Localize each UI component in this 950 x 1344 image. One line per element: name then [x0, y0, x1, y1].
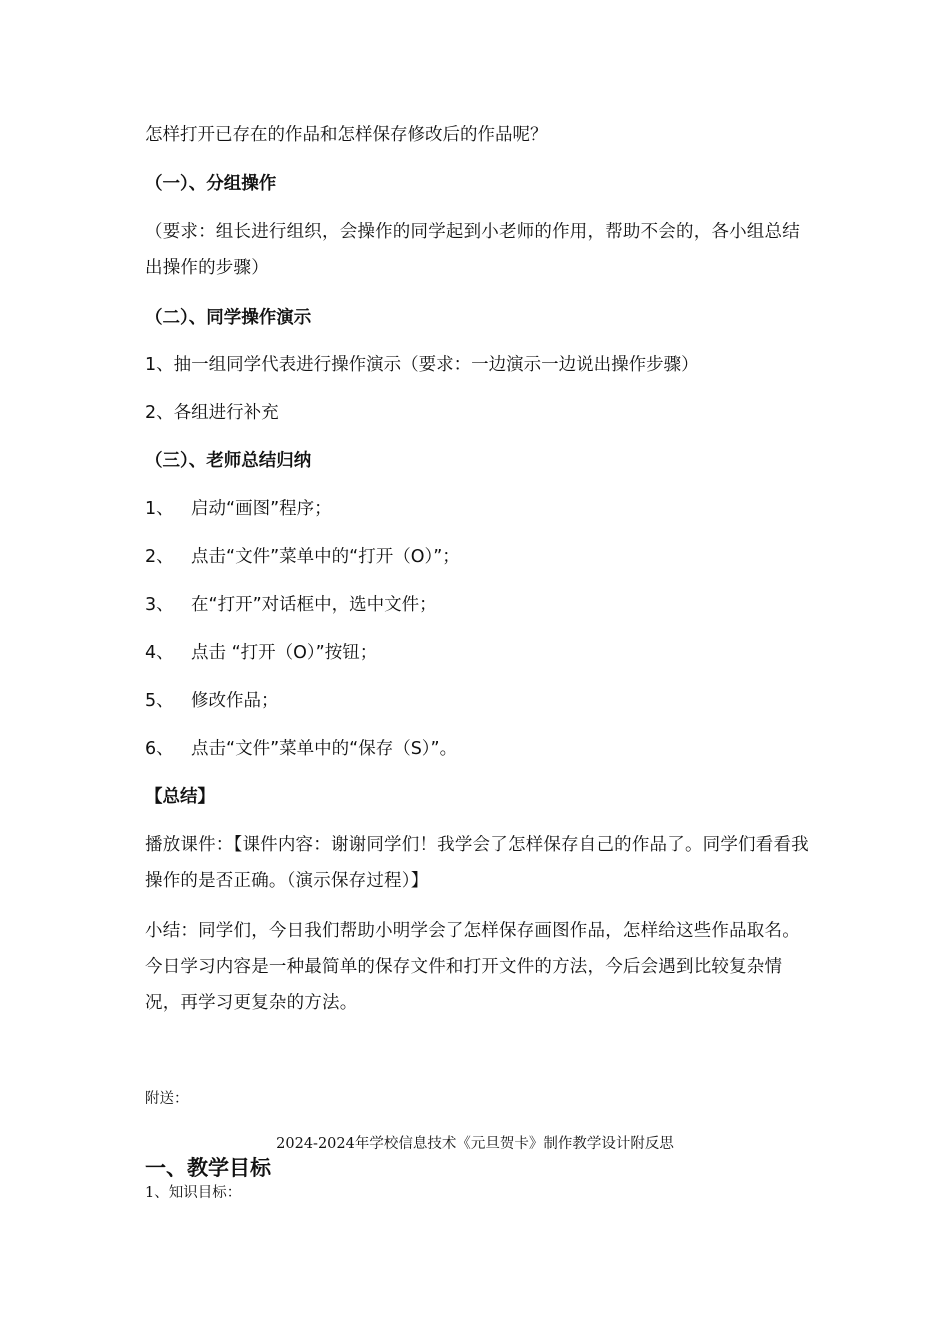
- step-number: 3、: [145, 595, 174, 615]
- step-item: [145, 684, 815, 718]
- step-number: 4、: [145, 643, 174, 663]
- appendix-label: 附送：: [145, 1091, 189, 1107]
- summary-heading: 【总结】: [145, 787, 215, 807]
- section1-text: （要求：组长进行组织，会操作的同学起到小老师的作用，帮助不会的，各小组总结出操作的步骤）: [145, 222, 800, 278]
- step-item: [145, 492, 815, 526]
- step-text: 修改作品；: [191, 691, 279, 711]
- appendix-heading: 一、教学目标: [145, 1156, 271, 1180]
- step-item: [145, 588, 815, 622]
- step-number: 5、: [145, 691, 174, 711]
- step-item: [145, 540, 815, 574]
- step-text: 点击“文件”菜单中的“保存（S）”。: [191, 739, 458, 759]
- appendix-first-item: 1、知识目标：: [145, 1185, 242, 1201]
- appendix-doc-title: 2024-2024年学校信息技术《元旦贺卡》制作教学设计附反思: [276, 1136, 674, 1152]
- step-number: 1、: [145, 499, 174, 519]
- section3-heading: （三）、老师总结归纳: [145, 451, 312, 471]
- step-text: 启动“画图”程序；: [191, 499, 332, 519]
- step-text: 在“打开”对话框中，选中文件；: [191, 595, 437, 615]
- step-text: 点击“文件”菜单中的“打开（O）”；: [191, 547, 460, 567]
- intro-question: 怎样打开已存在的作品和怎样保存修改后的作品呢？: [145, 125, 548, 145]
- section1-heading: （一）、分组操作: [145, 174, 277, 194]
- summary-conclusion: 小结：同学们，今日我们帮助小明学会了怎样保存画图作品，怎样给这些作品取名。今日学习内容是一种最简单的保存文件和打开文件的方法，今后会遇到比较复杂情况，再学习更复杂的方法。: [145, 921, 800, 1013]
- step-number: 2、: [145, 547, 174, 567]
- section2-item: 1、抽一组同学代表进行操作演示（要求：一边演示一边说出操作步骤）: [145, 355, 699, 375]
- step-item: [145, 636, 815, 670]
- step-item: [145, 732, 815, 766]
- summary-courseware: 播放课件：【课件内容：谢谢同学们！我学会了怎样保存自己的作品了。同学们看看我操作的是否正确。（演示保存过程）】: [145, 835, 809, 891]
- section2-heading: （二）、同学操作演示: [145, 308, 312, 328]
- step-number: 6、: [145, 739, 174, 759]
- step-text: 点击 “打开（O）”按钮；: [191, 643, 378, 663]
- section2-item: 2、各组进行补充: [145, 403, 279, 423]
